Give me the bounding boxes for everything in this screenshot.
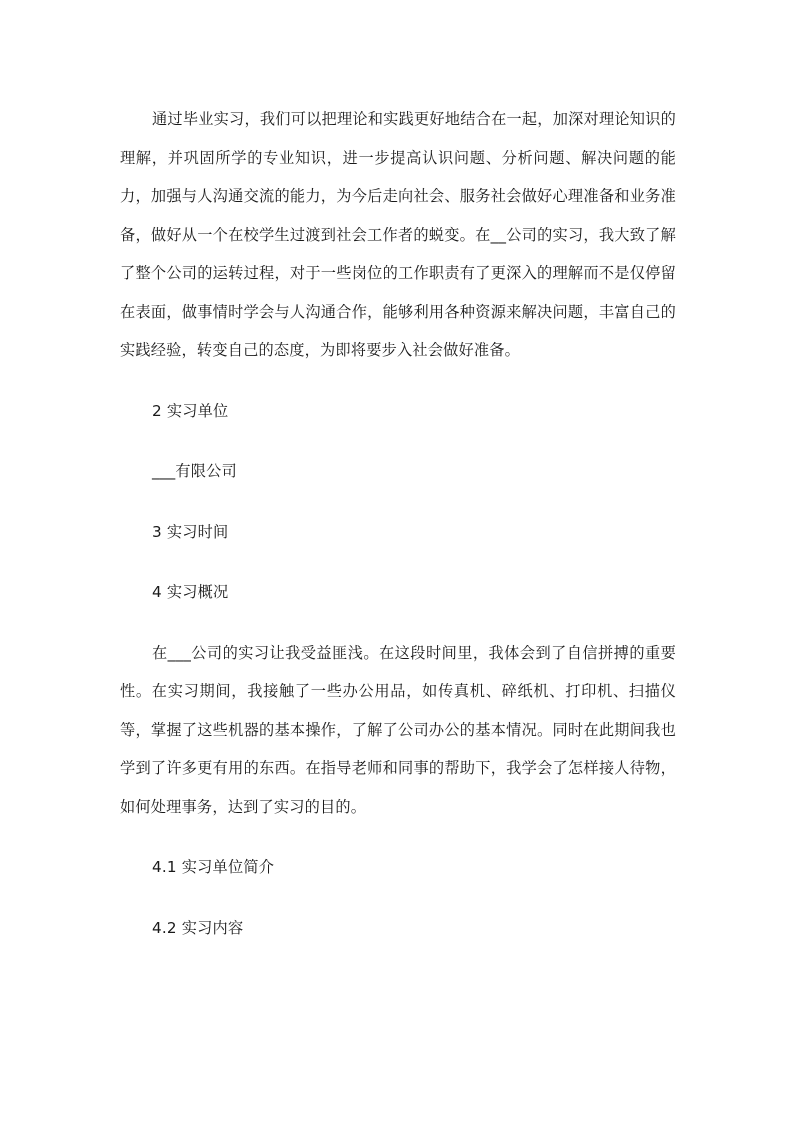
section-2-heading: 2 实习单位 (152, 401, 229, 420)
section-4-1-heading: 4.1 实习单位简介 (152, 858, 275, 876)
section-3-heading: 3 实习时间 (152, 522, 229, 541)
spacer (120, 826, 676, 848)
spacer (120, 551, 676, 573)
spacer (120, 370, 676, 392)
spacer (120, 612, 676, 634)
intro-paragraph: 通过毕业实习，我们可以把理论和实践更好地结合在一起，加深对理论知识的理解，并巩固所学的专业知识，进一步提高认识问题、分析问题、解决问题的能力，加强与人沟通交流的能力，为今后走向社会、服务社会做好心理准备和业务准备，做好从一个在校学生过渡到社会工作者的蜕变。在__公司的实习，我大致了解了整个公司的运转过程，对于一些岗位的工作职责有了更深入的理解而不是仅停留在表面，做事情时学会与人沟通合作，能够利用各种资源来解决问题，丰富自己的实践经验，转变自己的态度，为即将要步入社会做好准备。 (120, 110, 676, 359)
overview-paragraph: 在___公司的实习让我受益匪浅。在这段时间里，我体会到了自信拼搏的重要性。在实习期间，我接触了一些办公用品，如传真机、碎纸机、打印机、扫描仪等，掌握了这些机器的基本操作，了解了公司办公的基本情况。同时在此期间我也学到了许多更有用的东西。在指导老师和同事的帮助下，我学会了怎样接人待物，如何处理事务，达到了实习的目的。 (120, 643, 676, 816)
spacer (120, 887, 676, 909)
spacer (120, 430, 676, 452)
section-4-heading: 4 实习概况 (152, 583, 229, 601)
spacer (120, 491, 676, 513)
document-body (120, 100, 676, 947)
section-4-2-heading: 4.2 实习内容 (152, 918, 244, 937)
company-name: ___有限公司 (152, 462, 237, 480)
